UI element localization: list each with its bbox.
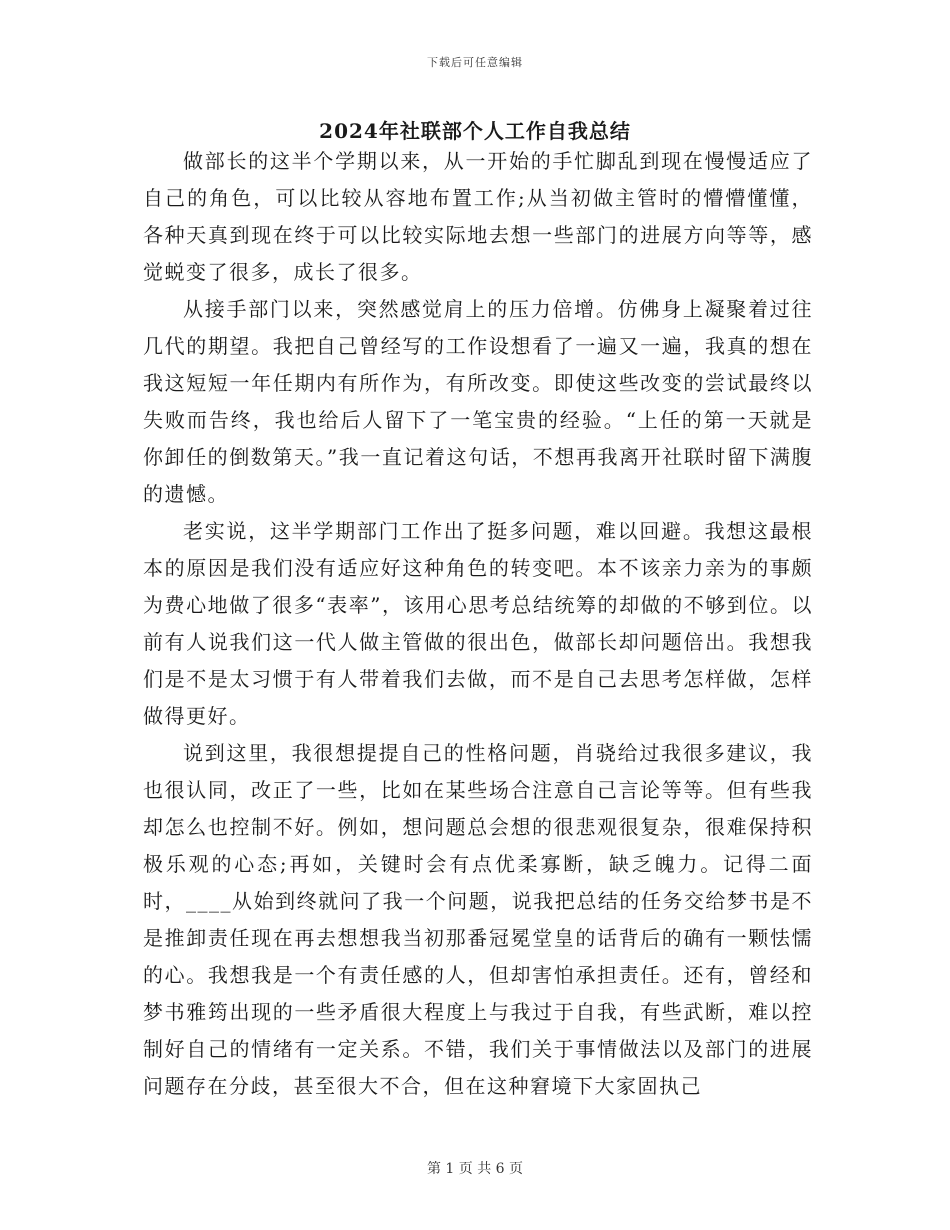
page-header-note: 下载后可任意编辑 (427, 56, 523, 69)
paragraph-2: 从接手部门以来，突然感觉肩上的压力倍增。仿佛身上凝聚着过往几代的期望。我把自己曾经写的工作设想看了一遍又一遍，我真的想在我这短短一年任期内有所作为，有所改变。即使这些改变的尝试最终以失败而告终，我也给后人留下了一笔宝贵的经验。“上任的第一天就是你卸任的倒数第天。”我一直记着这句话，不想再我离开社联时留下满腹的遗憾。 (143, 297, 813, 506)
paragraph-1: 做部长的这半个学期以来，从一开始的手忙脚乱到现在慢慢适应了自己的角色，可以比较从容地布置工作;从当初做主管时的懵懵懂懂，各种天真到现在终于可以比较实际地去想一些部门的进展方向等等，感觉蜕变了很多，成长了很多。 (143, 149, 813, 284)
page-number-footer: 第 1 页 共 6 页 (426, 1161, 524, 1177)
paragraph-4: 说到这里，我很想提提自己的性格问题，肖骁给过我很多建议，我也很认同，改正了一些，比如在某些场合注意自己言论等等。但有些我却怎么也控制不好。例如，想问题总会想的很悲观很复杂，很难保持积极乐观的心态;再如，关键时会有点优柔寡断，缺乏魄力。记得二面时，____从始到终就问了我一个问题，说我把总结的任务交给梦书是不是推卸责任现在再去想想我当初那番冠冕堂皇的话背后的确有一颗怯懦的心。我想我是一个有责任感的人，但却害怕承担责任。还有，曾经和梦书雅筠出现的一些矛盾很大程度上与我过于自我，有些武断，难以控制好自己的情绪有一定关系。不错，我们关于事情做法以及部门的进展问题存在分歧，甚至很大不合，但在这种窘境下大家固执己 (143, 741, 813, 1098)
paragraph-3: 老实说，这半学期部门工作出了挺多问题，难以回避。我想这最根本的原因是我们没有适应好这种角色的转变吧。本不该亲力亲为的事颇为费心地做了很多“表率”，该用心思考总结统筹的却做的不够到位。以前有人说我们这一代人做主管做的很出色，做部长却问题倍出。我想我们是不是太习惯于有人带着我们去做，而不是自己去思考怎样做，怎样做得更好。 (143, 519, 813, 728)
document-body (143, 143, 813, 1105)
document-title: 2024年社联部个人工作自我总结 (319, 119, 631, 143)
